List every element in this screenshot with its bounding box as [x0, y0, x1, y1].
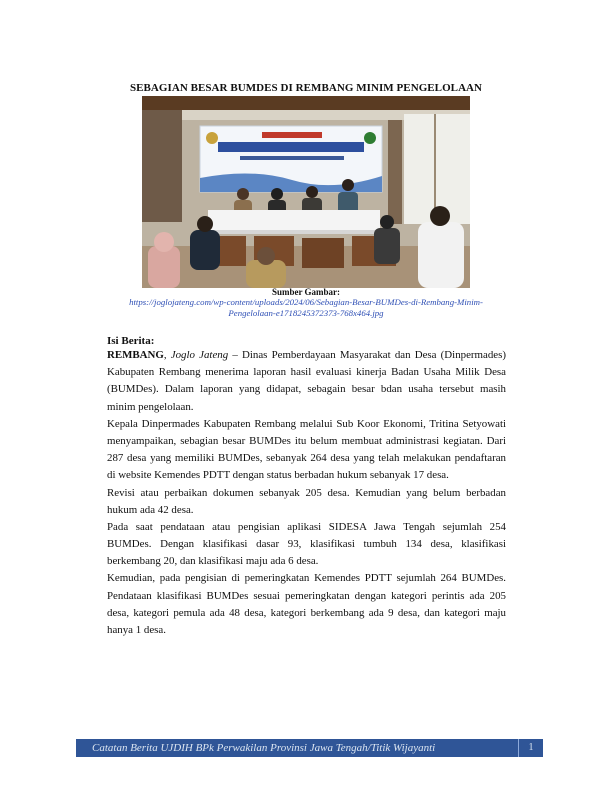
photo-banner-heading	[262, 132, 322, 138]
figure-source-url-line-1[interactable]: https://joglojateng.com/wp-content/uploads/2024/06/Sebagian-Besar-BUMDes-di-Rembang-Minim-	[129, 297, 483, 307]
photo-panelist-1-head	[237, 188, 249, 200]
paragraph-line: 287 desa yang memiliki BUMDes, sebanyak 264 desa yang telah melakukan pendaftaran	[107, 452, 506, 465]
footer-text: Catatan Berita UJDIH BPk Perwakilan Provinsi Jawa Tengah/Titik Wijayanti	[92, 742, 436, 754]
photo-audience-4	[374, 228, 400, 264]
photo-banner-strip	[218, 142, 364, 152]
news-photo	[142, 96, 470, 288]
paragraph-line: Kabupaten Rembang menerima laporan hasil evaluasi kinerja Badan Usaha Milik Desa	[107, 366, 506, 379]
section-label: Isi Berita:	[107, 335, 155, 347]
page-footer	[76, 739, 543, 757]
paragraph-line: Kepala Dinpermades Kabupaten Rembang melalui Sub Koor Ekonomi, Tritina Setyowati	[107, 417, 506, 430]
paragraph-line: desa, kategori pemula ada 48 desa, kategori berkembang ada 9 desa, dan kategori maju	[107, 606, 506, 619]
paragraph-line: Pada saat pendataan atau pengisian aplikasi SIDESA Jawa Tengah sejumlah 254	[107, 520, 506, 533]
photo-banner-logo-right	[364, 132, 376, 144]
paragraph-line: berkembang 20, dan klasifikasi maju ada 6 desa.	[107, 555, 319, 568]
photo-audience-1-head	[154, 232, 174, 252]
photo-ceiling	[142, 96, 470, 110]
photo-banner-subline	[240, 156, 344, 160]
photo-audience-5-head	[430, 206, 450, 226]
photo-audience-2	[190, 230, 220, 270]
photo-panelist-3-head	[306, 186, 318, 198]
paragraph-line: (BUMDes). Dalam laporan yang didapat, sebagain besar bdan usaha tersebut masih	[107, 383, 506, 396]
news-source: Joglo Jateng	[170, 349, 229, 361]
dateline-separator: ,	[163, 349, 171, 361]
figure-source-url-line-2[interactable]: Pengelolaan-e1718245372373-768x464.jpg	[228, 308, 384, 318]
lead-line	[107, 347, 506, 364]
paragraph-line: di website Kemendes PDTT dengan status berbadan hukum sebanyak 17 desa.	[107, 469, 449, 482]
photo-audience-1	[148, 246, 180, 288]
photo-audience-3-head	[257, 247, 275, 265]
paragraph-line: Pendataan klasifikasi BUMDes sesuai pemeringkatan dengan kategori perintis ada 205	[107, 589, 506, 602]
paragraph-line: BUMDes. Dengan klasifikasi dasar 93, klasifikasi tumbuh 134 desa, klasifikasi	[107, 538, 506, 551]
figure-caption-label: Sumber Gambar:	[271, 287, 341, 297]
paragraph-line: hanya 1 desa.	[107, 624, 166, 636]
dateline: REMBANG	[107, 349, 164, 361]
photo-speaker-head	[342, 179, 354, 191]
paragraph-line: menyampaikan, sebagian besar BUMDes itu belum membuat administrasi kegiatan. Dari	[107, 434, 506, 447]
paragraph-line: minim pengelolaan.	[107, 400, 194, 413]
page-number: 1	[528, 742, 534, 753]
photo-panelist-2-head	[271, 188, 283, 200]
photo-audience-4-head	[380, 215, 394, 229]
photo-right-pillar	[388, 120, 402, 224]
article-title: SEBAGIAN BESAR BUMDES DI REMBANG MINIM PENGELOLAAN	[129, 82, 483, 94]
article-body	[107, 347, 506, 639]
paragraph-line: Revisi atau perbaikan dokumen sebanyak 205 desa. Kemudian yang belum berbadan	[107, 486, 506, 499]
photo-audience-5	[418, 222, 464, 288]
photo-audience-2-head	[197, 216, 213, 232]
paragraph-line: hukum ada 42 desa.	[107, 503, 194, 516]
photo-left-pillar	[142, 110, 182, 222]
lead-text: – Dinas Pemberdayaan Masyarakat dan Desa (Dinpermades)	[228, 349, 506, 361]
photo-table-skirt	[208, 230, 380, 234]
photo-chair-3	[302, 238, 344, 268]
photo-banner-logo-left	[206, 132, 218, 144]
news-photo-graphic	[142, 96, 470, 288]
paragraph-line: Kemudian, pada pengisian di pemeringkatan Kemendes PDTT sejumlah 264 BUMDes.	[107, 572, 506, 585]
